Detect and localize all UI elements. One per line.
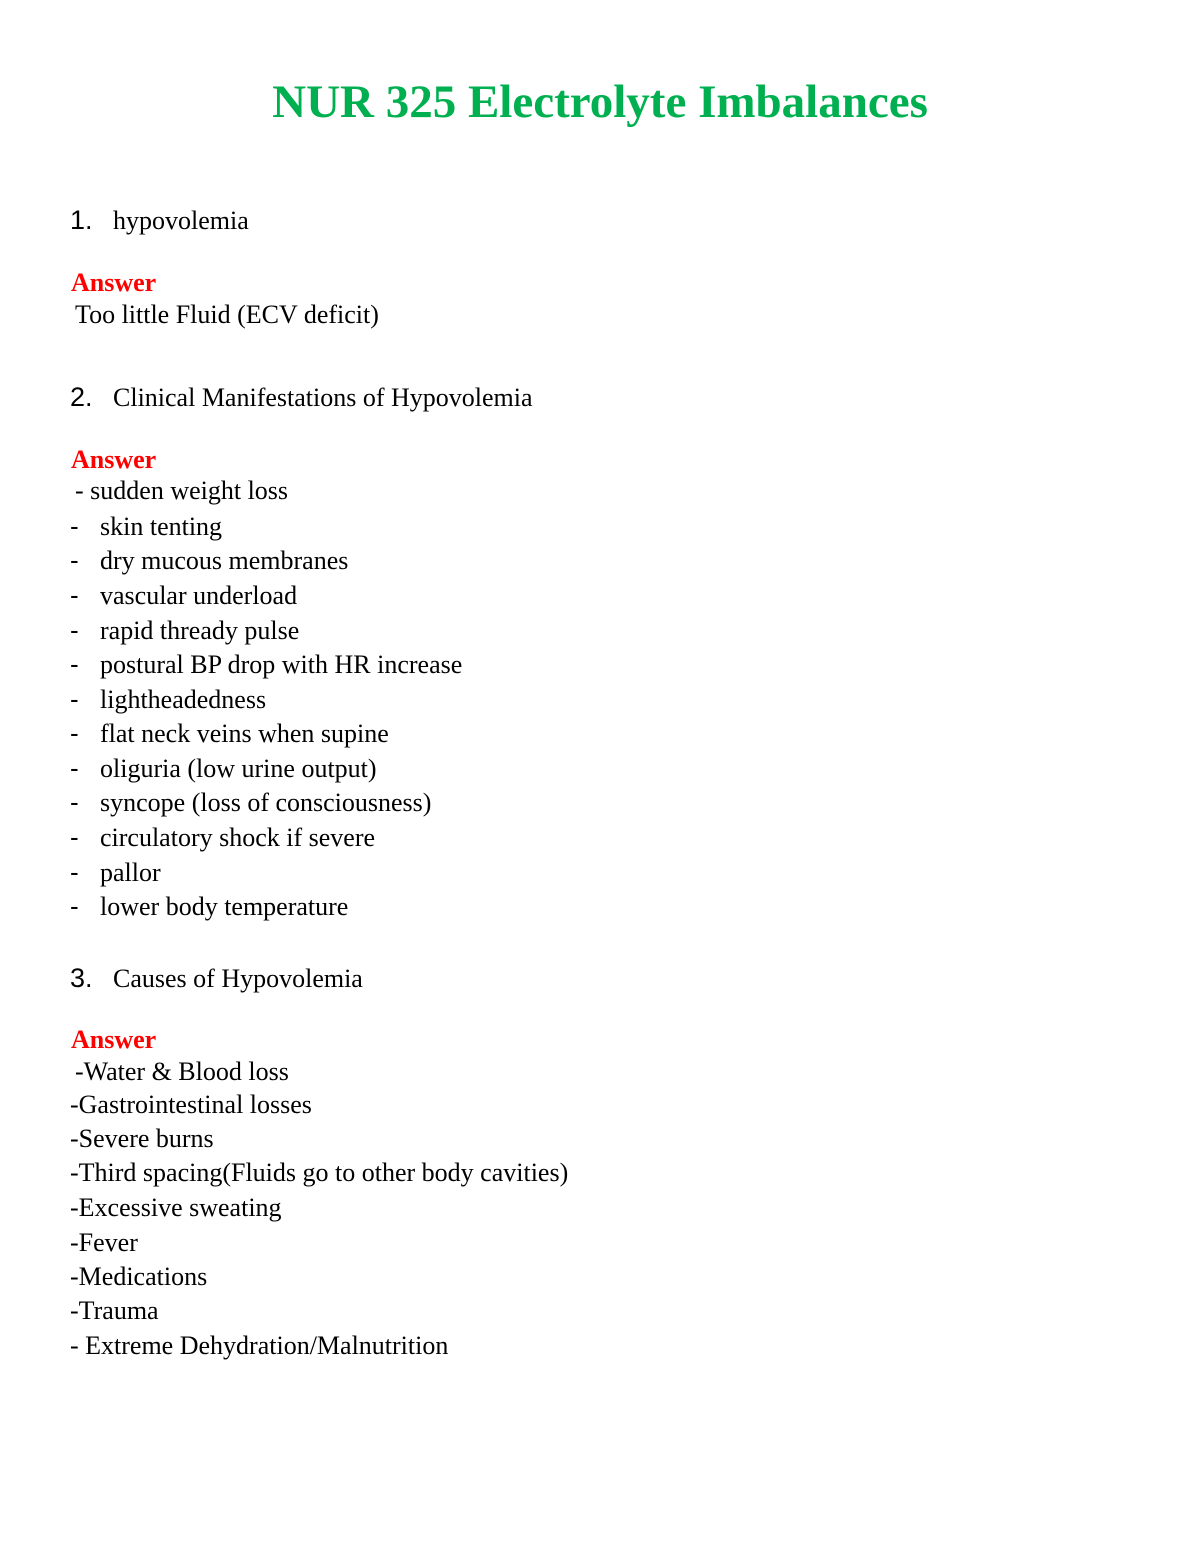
list-item-text: circulatory shock if severe bbox=[100, 823, 376, 852]
list-item: -Fever bbox=[70, 1228, 138, 1257]
bullet-dash: - bbox=[70, 615, 79, 645]
list-item bbox=[70, 753, 377, 784]
bullet-dash: - bbox=[70, 649, 79, 679]
bullet-dash: - bbox=[70, 787, 79, 817]
question-text: Causes of Hypovolemia bbox=[113, 964, 363, 993]
list-item: -Water & Blood loss bbox=[75, 1057, 289, 1086]
list-item bbox=[70, 787, 431, 818]
bullet-dash: - bbox=[70, 753, 79, 783]
list-item-text: vascular underload bbox=[100, 581, 298, 610]
list-item bbox=[70, 857, 161, 888]
question-number: 1. bbox=[70, 205, 93, 235]
answer-1-line: Too little Fluid (ECV deficit) bbox=[75, 300, 379, 329]
list-item-text: postural BP drop with HR increase bbox=[100, 650, 463, 679]
bullet-dash: - bbox=[70, 891, 79, 921]
list-item: - Extreme Dehydration/Malnutrition bbox=[70, 1331, 449, 1360]
list-item-text: lower body temperature bbox=[100, 892, 349, 921]
list-item: -Excessive sweating bbox=[70, 1193, 282, 1222]
list-item-text: oliguria (low urine output) bbox=[100, 754, 377, 783]
list-item-text: lightheadedness bbox=[100, 685, 267, 714]
answer-label-3: Answer bbox=[71, 1025, 157, 1054]
bullet-dash: - bbox=[70, 684, 79, 714]
question-2 bbox=[70, 381, 533, 414]
list-item bbox=[70, 545, 348, 576]
answer-2-first-line: - sudden weight loss bbox=[75, 476, 289, 505]
list-item: -Medications bbox=[70, 1262, 208, 1291]
list-item bbox=[70, 649, 462, 680]
list-item bbox=[70, 684, 266, 715]
list-item: -Third spacing(Fluids go to other body cavities) bbox=[70, 1158, 569, 1187]
list-item: -Severe burns bbox=[70, 1124, 214, 1153]
question-3 bbox=[70, 962, 363, 995]
list-item: -Trauma bbox=[70, 1296, 159, 1325]
bullet-dash: - bbox=[70, 857, 79, 887]
list-item bbox=[70, 822, 375, 853]
list-item bbox=[70, 891, 348, 922]
list-item-text: syncope (loss of consciousness) bbox=[100, 788, 432, 817]
list-item-text: dry mucous membranes bbox=[100, 546, 349, 575]
list-item-text: rapid thready pulse bbox=[100, 616, 300, 645]
bullet-dash: - bbox=[70, 580, 79, 610]
bullet-dash: - bbox=[70, 822, 79, 852]
page-title: NUR 325 Electrolyte Imbalances bbox=[272, 76, 928, 128]
list-item-text: skin tenting bbox=[100, 512, 223, 541]
question-text: Clinical Manifestations of Hypovolemia bbox=[113, 383, 533, 412]
answer-label-2: Answer bbox=[71, 445, 157, 474]
list-item bbox=[70, 580, 297, 611]
list-item bbox=[70, 511, 222, 542]
list-item: -Gastrointestinal losses bbox=[70, 1090, 312, 1119]
list-item bbox=[70, 615, 299, 646]
list-item bbox=[70, 718, 389, 749]
question-text: hypovolemia bbox=[113, 206, 249, 235]
list-item-text: flat neck veins when supine bbox=[100, 719, 389, 748]
question-number: 3. bbox=[70, 963, 93, 993]
list-item-text: pallor bbox=[100, 858, 161, 887]
question-number: 2. bbox=[70, 382, 93, 412]
bullet-dash: - bbox=[70, 718, 79, 748]
answer-label-1: Answer bbox=[71, 268, 157, 297]
bullet-dash: - bbox=[70, 545, 79, 575]
question-1 bbox=[70, 204, 249, 237]
bullet-dash: - bbox=[70, 511, 79, 541]
